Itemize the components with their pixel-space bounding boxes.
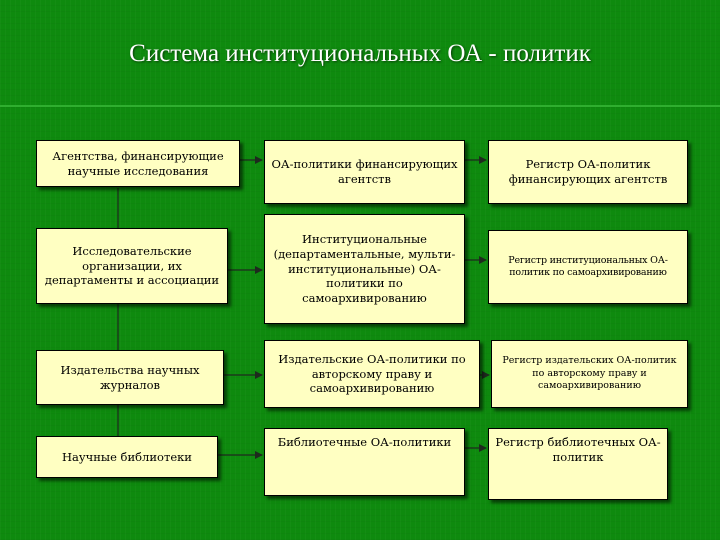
registry-box-institutional — [488, 230, 688, 304]
policy-box-libraries — [264, 428, 465, 496]
policy-label: ОА-политики финансирующих агентств — [271, 157, 458, 186]
policy-box-funding-agencies — [264, 140, 465, 204]
org-label: Исследовательские организации, их департаменты и ассоциации — [44, 243, 220, 288]
org-box-research-organizations — [36, 228, 228, 304]
org-box-libraries — [36, 436, 218, 478]
policy-label: Библиотечные ОА-политики — [277, 435, 452, 449]
registry-label: Регистр издательских ОА-политик по авторскому праву и самоархивированию — [502, 355, 677, 392]
policy-label: Институциональные (департаментальные, мульти-институциональные) ОА-политики по самоархивированию — [273, 231, 456, 306]
registry-label: Регистр библиотечных ОА-политик — [495, 435, 661, 464]
registry-box-funding-agencies — [488, 140, 688, 204]
registry-label: Регистр ОА-политик финансирующих агентств — [508, 157, 668, 186]
org-label: Агентства, финансирующие научные исследования — [52, 148, 224, 178]
policy-box-publishers — [264, 340, 480, 408]
policy-label: Издательские ОА-политики по авторскому праву и самоархивированию — [278, 351, 466, 396]
policy-box-institutional — [264, 214, 465, 324]
title-divider — [0, 105, 720, 107]
slide-title: Система институциональных ОА - политик — [129, 40, 591, 67]
org-box-funding-agencies — [36, 140, 240, 187]
registry-label: Регистр институциональных ОА-политик по самоархивированию — [508, 254, 668, 278]
org-label: Издательства научных журналов — [60, 362, 200, 392]
registry-box-libraries — [488, 428, 668, 500]
registry-box-publishers — [491, 340, 688, 408]
org-label: Научные библиотеки — [62, 449, 192, 464]
org-box-publishers — [36, 350, 224, 405]
